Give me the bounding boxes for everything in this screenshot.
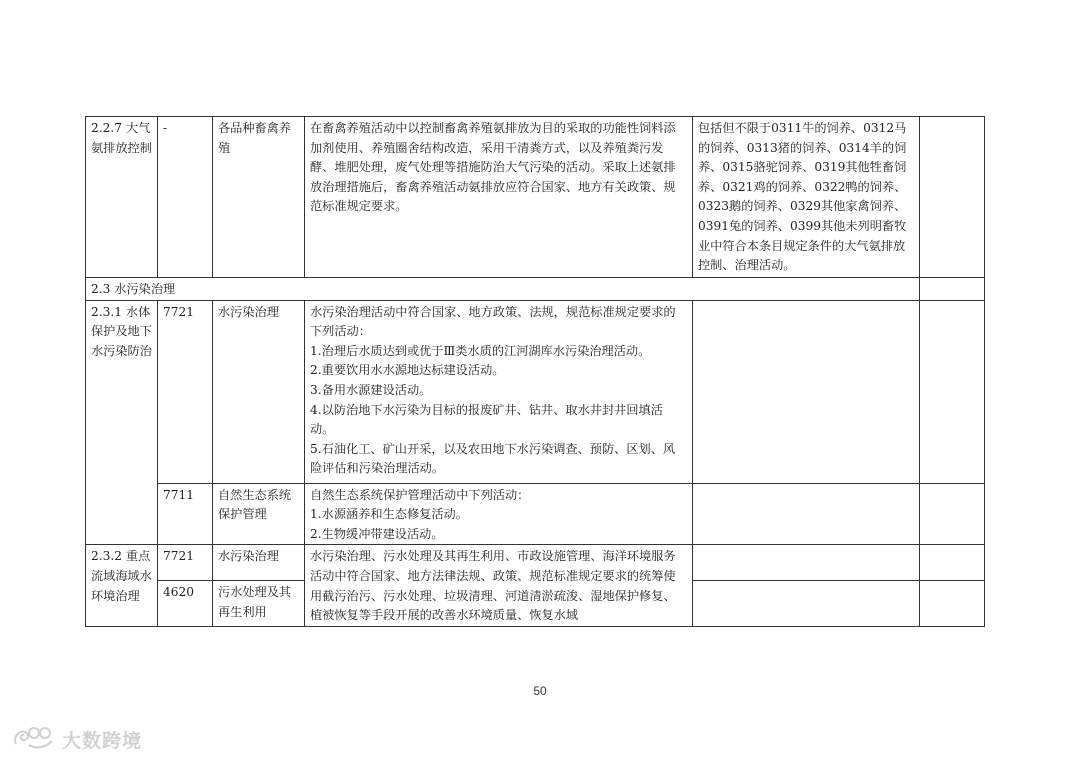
- extra-cell: [920, 483, 985, 545]
- page-number: 50: [533, 684, 547, 698]
- description-cell: [305, 300, 693, 483]
- section-header: 2.3 水污染治理: [86, 278, 920, 301]
- description-line: 4.以防治地下水污染为目标的报废矿井、钻井、取水井封井回填活动。: [310, 402, 663, 437]
- table-row-ammonia: [86, 117, 985, 278]
- description-line: 1.治理后水质达到或优于Ⅲ类水质的江河湖库水污染治理活动。: [310, 343, 651, 358]
- section-header-row: [86, 278, 985, 301]
- extra-cell: [920, 581, 985, 626]
- note-cell: [693, 581, 920, 626]
- description-line: 自然生态系统保护管理活动中下列活动：: [310, 487, 530, 502]
- description-line: 3.备用水源建设活动。: [310, 382, 432, 397]
- code-cell: 7711: [158, 483, 213, 545]
- code-cell: 7721: [158, 545, 213, 581]
- description-line: 水污染治理活动中符合国家、地方政策、法规，规范标准规定要求的下列活动：: [310, 304, 676, 339]
- table-row-basin-water: [86, 545, 985, 581]
- description-cell: 在畜禽养殖活动中以控制畜禽养殖氨排放为目的采取的功能性饲料添加剂使用、养殖圈舍结构改造，采用干清粪方式，以及养殖粪污发酵、堆肥处理，废气处理等措施防治大气污染的活动。采取上述氨排放治理措施后，畜禽养殖活动氨排放应符合国家、地方有关政策、规范标准规定要求。: [305, 117, 693, 278]
- industry-cell: 自然生态系统保护管理: [213, 483, 305, 545]
- code-cell: 7721: [158, 300, 213, 483]
- description-cell: [305, 483, 693, 545]
- description-line: 2.生物缓冲带建设活动。: [310, 526, 444, 541]
- code-cell: 4620: [158, 581, 213, 626]
- swirl-logo-icon: [12, 724, 56, 754]
- note-cell: 包括但不限于0311牛的饲养、0312马的饲养、0313猪的饲养、0314羊的饲养、0315骆驼饲养、0319其他牲畜饲养、0321鸡的饲养、0322鸭的饲养、0323鹅的饲养、0329其他家禽饲养、0391兔的饲养、0399其他未列明畜牧业中符合本条目规定条件的大气氨排放控制、治理活动。: [693, 117, 920, 278]
- extra-cell: [920, 545, 985, 581]
- description-line: 5.石油化工、矿山开采，以及农田地下水污染调查、预防、区划、风险评估和污染治理活动。: [310, 441, 676, 476]
- description-line: 2.重要饮用水水源地达标建设活动。: [310, 363, 505, 378]
- industry-cell: 水污染治理: [213, 300, 305, 483]
- note-cell: [693, 300, 920, 483]
- extra-cell: [920, 117, 985, 278]
- extra-cell: [920, 300, 985, 483]
- industry-cell: 各品种畜禽养殖: [213, 117, 305, 278]
- category-cell: 2.2.7 大气氨排放控制: [86, 117, 158, 278]
- table-row-ecosystem: [86, 483, 985, 545]
- watermark: [12, 724, 142, 754]
- extra-cell: [920, 278, 985, 301]
- classification-table: [85, 116, 985, 627]
- note-cell: [693, 483, 920, 545]
- code-cell: -: [158, 117, 213, 278]
- category-cell: 2.3.1 水体保护及地下水污染防治: [86, 300, 158, 545]
- description-cell: 水污染治理、污水处理及其再生利用、市政设施管理、海洋环境服务活动中符合国家、地方法律法规、政策、规范标准规定要求的统筹使用截污治污、污水处理、垃圾清理、河道清淤疏浚、湿地保护修复、植被恢复等手段开展的改善水环境质量、恢复水域: [305, 545, 693, 626]
- industry-cell: 水污染治理: [213, 545, 305, 581]
- note-cell: [693, 545, 920, 581]
- table-row-water-protection: [86, 300, 985, 483]
- industry-cell: 污水处理及其再生利用: [213, 581, 305, 626]
- watermark-text: 大数跨境: [62, 729, 143, 752]
- category-cell: 2.3.2 重点流域海域水环境治理: [86, 545, 158, 626]
- description-line: 1.水源涵养和生态修复活动。: [310, 507, 468, 522]
